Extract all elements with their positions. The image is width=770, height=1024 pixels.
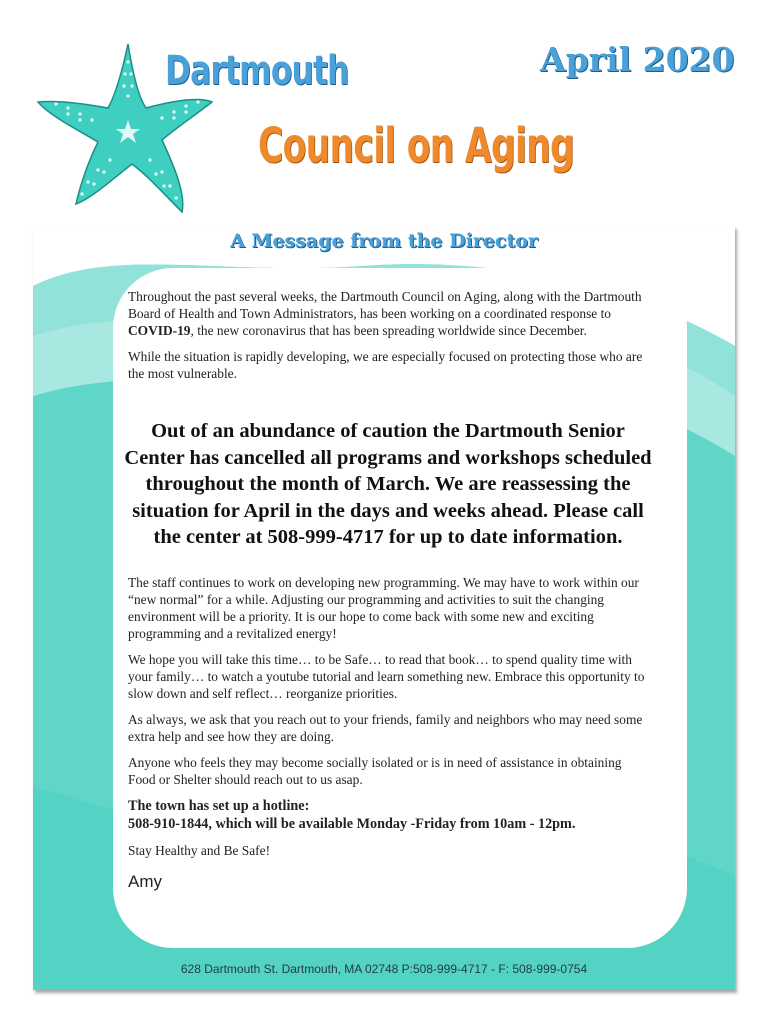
covid-label: COVID-19 — [128, 323, 191, 338]
reach-out-paragraph: As always, we ask that you reach out to your friends, family and neighbors who may need some extra help and see how they are doing. — [128, 712, 643, 744]
intro-paragraph-start: Throughout the past several weeks, the Dartmouth Council on Aging, along with the Dartmouth Board of Health and Town Administrators, has been working on a coordinated response to — [128, 289, 642, 321]
signature: Amy — [128, 872, 162, 891]
intro-paragraph-end: , the new coronavirus that has been spreading worldwide since December. — [190, 323, 587, 338]
programming-paragraph: The staff continues to work on developing new programming. We may have to work within our “new normal” for a while. Adjusting our programming and activities to suit the changing environment will be a priority. It is our hope to come back with some new and exciting programming and a revitalized energy! — [128, 575, 639, 641]
vulnerable-paragraph: While the situation is rapidly developing, we are especially focused on protecting those who are the most vulnerable. — [128, 349, 643, 381]
lower-text — [128, 574, 652, 890]
intro-paragraph — [128, 288, 648, 339]
closing-line: Stay Healthy and Be Safe! — [128, 843, 271, 858]
brand-name-line1: Dartmouth — [165, 48, 349, 94]
intro-text — [128, 288, 648, 391]
footer-address: 628 Dartmouth St. Dartmouth, MA 02748 P:508-999-4717 - F: 508-999-0754 — [180, 962, 588, 976]
brand-name-line2: Council on Aging — [258, 118, 575, 174]
article-title: A Message from the Director — [230, 230, 538, 252]
take-time-paragraph: We hope you will take this time… to be Safe… to read that book… to spend quality time with your family… to watch a youtube tutorial and learn something new. Embrace this opportunity to slow down and self reflect… reorganize priorities. — [128, 652, 645, 701]
issue-date: April 2020 — [540, 40, 735, 79]
hotline-number: 508-910-1844, which will be available Monday -Friday from 10am - 12pm. — [128, 816, 576, 832]
cancellation-headline: Out of an abundance of caution the Dartmouth Senior Center has cancelled all programs and workshops scheduled throughout the month of March. We are reassessing the situation for April in the days and weeks ahead. Please call the center at 508-999-4717 for up to date information. — [124, 420, 652, 549]
assistance-paragraph: Anyone who feels they may become socially isolated or is in need of assistance in obtaining Food or Shelter should reach out to us asap. — [128, 755, 622, 787]
hotline-heading: The town has set up a hotline: — [128, 798, 310, 814]
hotline-block — [128, 797, 652, 833]
